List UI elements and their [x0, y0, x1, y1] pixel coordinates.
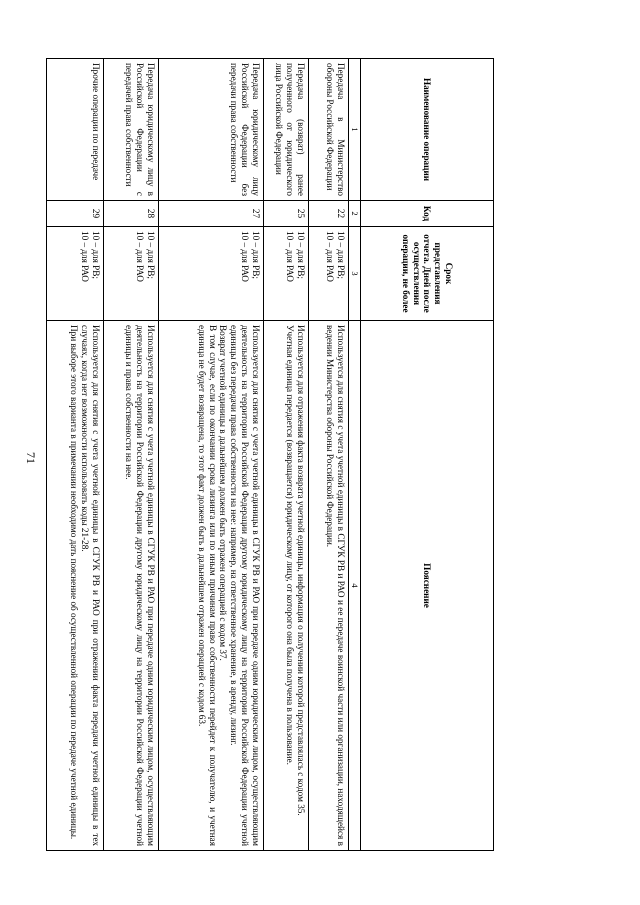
report-term [309, 227, 349, 321]
term-line: 10 – для РВ; [336, 231, 346, 279]
term-line: 10 – для РАО [285, 231, 296, 282]
column-number: 1 [349, 59, 361, 201]
column-number: 3 [349, 227, 361, 321]
column-number: 2 [349, 201, 361, 227]
explanation [159, 321, 264, 851]
operation-name: Передача юридическому лицу Российской Федерации без передачи права собственности [159, 59, 264, 201]
operation-name: Передача (возврат) ранее полученного от юридического лица Российской Федерации [264, 59, 309, 201]
table-row [309, 59, 349, 851]
column-number: 4 [349, 321, 361, 851]
operation-name: Передача в Министерство обороны Российской Федерации [309, 59, 349, 201]
term-line: 10 – для РВ; [91, 231, 101, 279]
table-row [264, 59, 309, 851]
table-row [104, 59, 159, 851]
page-number: 71 [24, 452, 38, 464]
explanation [104, 321, 159, 851]
explanation-text: Учетная единица передается (возвращается) юридическому лицу, от которого она была получена в пользование. [285, 325, 296, 765]
term-line: 10 – для РВ; [296, 231, 306, 279]
table-row [159, 59, 264, 851]
report-term [47, 227, 104, 321]
explanation-text: Возврат учетной единицы в дальнейшем должен быть отражен операцией с кодом 37. [218, 325, 229, 661]
operation-name: Передача юридическому лицу в Российской Федерации с передачей права собственности [104, 59, 159, 201]
explanation-text: Используется для снятия с учета учетной единицы в СГУК РВ и РАО при передаче одним юридическим лицом, осуществляющим деятельность на территории Российской Федерации другому юридическому лицу на территории Российской Федерации учетной единицы без передачи права собственности на нее: например, на ответственное хранение, в аренду, лизинг. [229, 325, 261, 846]
report-term [159, 227, 264, 321]
explanation-text: Используется для снятия с учета учетной единицы в СГУК РВ и РАО при передаче одним юридическим лицом, осуществляющим деятельность на территории Российской Федерации другому юридическому лицу на территории Российской Федерации учетной единицы и права собственности на нее. [124, 325, 156, 846]
term-line: 10 – для РАО [135, 231, 146, 282]
explanation-text: Используется для снятия с учета учетной единицы в СГУК РВ и РАО и ее передаче воинской части или организации, находящейся в ведении Министерства обороны Российской Федерации. [325, 325, 346, 846]
operation-code: 25 [264, 201, 309, 227]
operation-name: Прочие операции по передаче [47, 59, 104, 201]
operation-code: 27 [159, 201, 264, 227]
term-line: 10 – для РАО [80, 231, 91, 282]
operations-table [46, 58, 494, 851]
operation-code: 29 [47, 201, 104, 227]
term-line: 10 – для РАО [240, 231, 251, 282]
explanation-text: При выборе этого варианта в примечании необходимо дать пояснение об осуществленной операции по передаче учетной единицы. [69, 325, 80, 840]
header-report-term: Срок представления отчета. Дней после осуществления операции, не более [361, 227, 494, 321]
table-header-row [361, 59, 494, 851]
table-row [47, 59, 104, 851]
term-line: 10 – для РВ; [146, 231, 156, 279]
operation-code: 22 [309, 201, 349, 227]
explanation [309, 321, 349, 851]
operation-code: 28 [104, 201, 159, 227]
header-code: Код [361, 201, 494, 227]
explanation [264, 321, 309, 851]
column-numbers-row [349, 59, 361, 851]
report-term [264, 227, 309, 321]
header-explanation: Пояснение [361, 321, 494, 851]
explanation [47, 321, 104, 851]
report-term [104, 227, 159, 321]
term-line: 10 – для РВ; [251, 231, 261, 279]
explanation-text: Используется для снятия с учета учетной единицы в СГУК РВ и РАО при отражении факта передачи учетной единицы в тех случаях, когда нет возможности использовать коды 21-28. [80, 325, 101, 846]
header-operation-name: Наименование операции [361, 59, 494, 201]
term-line: 10 – для РАО [325, 231, 336, 282]
explanation-text: В том случае, если по окончании срока лизинга или по иным причинам право собственности перейдет к получателю, и учетная единица не будет возвращена, то этот факт должен быть в дальнейшем отражен операцией с кодом 63. [196, 325, 218, 846]
operations-table-container [69, 58, 494, 850]
explanation-text: Используется для отражения факта возврата учетной единицы, информация о получении которой представлялась с кодом 35. [296, 325, 306, 816]
